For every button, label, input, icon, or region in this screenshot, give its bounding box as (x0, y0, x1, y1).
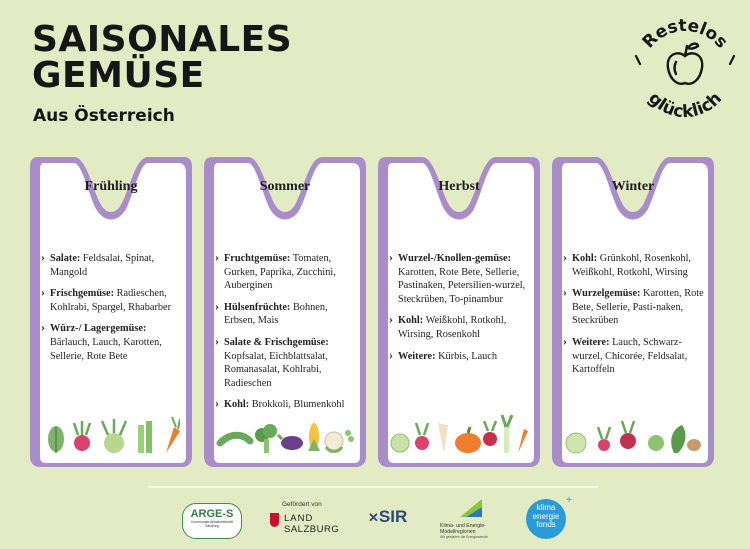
list-item: › Weitere: Kürbis, Lauch (389, 350, 535, 364)
arge-s-logo: ARGE-S Kommunale Abfallwirtschaft Salzburg (182, 503, 242, 539)
land-salzburg-logo: Gefördert von LAND SALZBURG (270, 501, 350, 539)
corn-icon (308, 423, 320, 451)
list-item: › Hülsenfrüchte: Bohnen, Erbsen, Mais (215, 301, 361, 328)
svg-text:glücklich (644, 88, 726, 122)
beet-icon (483, 421, 497, 446)
summer-vegetables-illustration (216, 413, 354, 455)
list-item: › Salate & Frischgemüse: Kopfsalat, Eichblattsalat, Romanasalat, Kohlrabi, Radieschen (215, 336, 361, 390)
list-item: › Salate: Feldsalat, Spinat, Mangold (41, 252, 187, 279)
list-item: › Fruchtgemüse: Tomaten, Gurken, Paprika, Zucchini, Auberginen (215, 252, 361, 293)
season-item-list (389, 252, 535, 371)
list-item: › Weitere: Lauch, Schwarz-wurzel, Chicorée, Feldsalat, Kartoffeln (563, 336, 709, 377)
cabbage-icon (391, 434, 409, 452)
parsnip-icon (438, 423, 448, 453)
peas-icon (345, 430, 354, 442)
coat-of-arms-icon (270, 513, 279, 527)
klima-modellregionen-logo: Klima- und Energie- Modellregionen Wir gestalten die Energiewende (440, 497, 504, 541)
leaf-icon (48, 426, 64, 453)
spring-vegetables-illustration (42, 413, 180, 455)
list-item: › Kohl: Brokkoli, Blumenkohl (215, 398, 361, 412)
radish-icon (74, 421, 90, 451)
pea-pod-icon (220, 435, 250, 443)
kohlrabi-icon (102, 419, 126, 453)
list-item: › Wurzelgemüse: Karotten, Rote Bete, Sellerie, Pasti-naken, Steckrüben (563, 287, 709, 328)
logo-top-text: Restelos (638, 15, 732, 53)
season-item-list (563, 252, 709, 385)
season-card-winter (552, 157, 714, 467)
season-card-herbst (378, 157, 540, 467)
potato-icon (687, 439, 701, 451)
season-card-sommer (204, 157, 366, 467)
season-title: Frühling (84, 179, 138, 194)
page-subtitle: Aus Österreich (33, 106, 175, 126)
cross-icon: ✕ (368, 510, 379, 525)
svg-text:Restelos (639, 16, 732, 52)
brussels-sprout-icon (648, 435, 664, 451)
list-item: › Kohl: Weißkohl, Rotkohl, Wirsing, Rosenkohl (389, 314, 535, 341)
pumpkin-icon (455, 427, 481, 453)
klimafonds-logo: klima energie fonds + (526, 499, 566, 539)
restelos-logo (626, 12, 744, 130)
carrot-icon (518, 429, 528, 453)
list-item: › Würz-/ Lagergemüse: Bärlauch, Lauch, Karotten, Sellerie, Rote Bete (41, 322, 187, 363)
list-item: › Frischgemüse: Radieschen, Kohlrabi, Spargel, Rhabarber (41, 287, 187, 314)
logo-bottom-text: glücklich (644, 88, 726, 123)
radish-icon (598, 427, 610, 451)
autumn-vegetables-illustration (390, 413, 528, 455)
season-title: Sommer (259, 179, 311, 194)
season-item-list (41, 252, 187, 371)
eggplant-icon (278, 435, 303, 450)
footer-divider (148, 486, 598, 488)
leaf-shape-icon (458, 497, 484, 519)
carrot-icon (166, 417, 180, 453)
kale-icon (671, 425, 685, 453)
beet-icon (620, 421, 636, 449)
cauliflower-icon (325, 432, 343, 452)
celery-icon (138, 421, 152, 453)
season-card-fruehling (30, 157, 192, 467)
winter-vegetables-illustration (564, 413, 702, 455)
sir-logo: ✕SIR (368, 507, 408, 526)
broccoli-icon (255, 424, 277, 453)
season-title: Herbst (438, 179, 480, 194)
sponsor-bar (0, 497, 750, 541)
list-item: › Wurzel-/Knollen-gemüse: Karotten, Rote Bete, Sellerie, Pastinaken, Petersilien-wurzel, Steckrüben, To-pinambur (389, 252, 535, 306)
season-item-list (215, 252, 361, 420)
season-title: Winter (611, 179, 655, 194)
leek-icon (502, 415, 512, 453)
radish-icon (415, 423, 429, 450)
plus-icon: + (566, 495, 572, 506)
page-title: SAISONALES GEMÜSE (32, 19, 293, 96)
cabbage-icon (566, 433, 586, 453)
apple-icon (668, 44, 702, 84)
list-item: › Kohl: Grünkohl, Rosenkohl, Weißkohl, Rotkohl, Wirsing (563, 252, 709, 279)
